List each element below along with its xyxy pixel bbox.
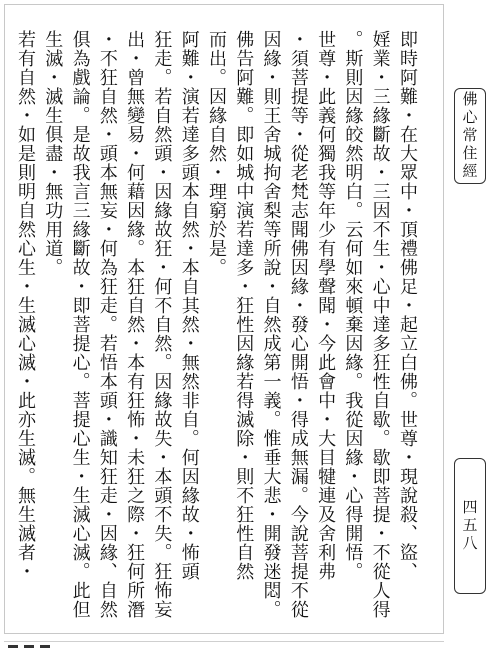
text-column-11: 出・曾無變易・何藉因緣。本狂自然・本有狂怖・未狂之際・狂何所潛: [124, 30, 146, 619]
text-column-5: ・須菩提等・從老梵志聞佛因緣・發心開悟・得成無漏。今說菩提不從: [287, 30, 309, 619]
text-column-6: 因緣・則王舍城拘舍梨等所說・自然成第一義。惟垂大悲・開發迷悶。: [260, 30, 282, 619]
text-column-3: 。斯則因緣皎然明白。云何如來頓棄因緣。我從因緣・心得開悟。: [342, 30, 364, 581]
text-column-4: 世尊・此義何獨我等年少有學聲聞・今此會中・大目犍連及舍利弗: [315, 30, 337, 581]
text-column-1: 即時阿難・在大眾中・頂禮佛足・起立白佛。世尊・現說殺、盜、: [396, 30, 418, 581]
text-column-13: 俱為戲論。是故我言三緣斷故・即菩提心。菩提心生・生滅心滅。此但: [69, 30, 91, 619]
text-column-2: 婬業・三緣斷故・三因不生・心中達多狂性自歇。歇即菩提・不從人得: [369, 30, 391, 619]
text-column-9: 阿難・演若達多頭本自然・本自其然・無然非自。何因緣故・怖頭: [178, 30, 200, 581]
bottom-rule: [4, 641, 444, 642]
page-number-tab: 四五八: [454, 458, 486, 594]
bottom-mark: [40, 645, 50, 648]
bottom-mark: [8, 645, 18, 648]
text-column-15: 若有自然・如是則明自然心生・生滅心滅・此亦生滅。無生滅者・: [15, 30, 36, 581]
bottom-mark: [24, 645, 34, 648]
sutra-text-block: [14, 30, 418, 632]
sutra-title-tab: 佛心常住經: [454, 88, 486, 184]
text-column-14: 生滅・滅生俱盡・無功用道。: [42, 30, 64, 277]
bottom-marks: [8, 645, 50, 648]
text-column-12: ・不狂自然・頭本無妄・何為狂走。若悟本頭・識知狂走・因緣、自然: [96, 30, 118, 619]
text-column-10: 狂走。若自然頭・因緣故狂・何不自然。因緣故失・本頭不失。狂怖妄: [151, 30, 173, 619]
text-column-7: 佛告阿難。即如城中演若達多・狂性因緣若得滅除・則不狂性自然: [233, 30, 255, 581]
text-column-8: 而出。因緣自然・理窮於是。: [205, 30, 227, 277]
